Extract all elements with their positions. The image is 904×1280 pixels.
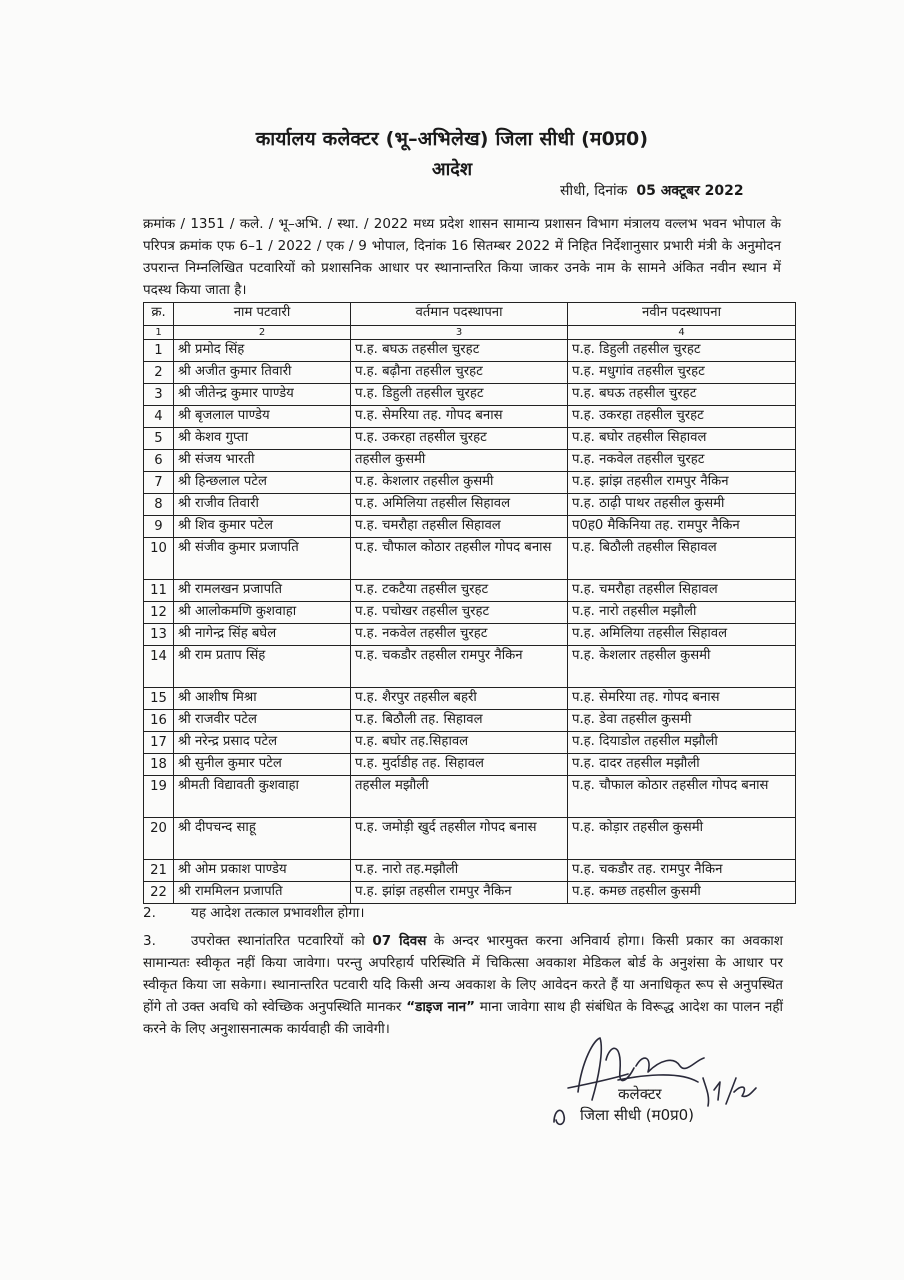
- row-name: श्री जीतेन्द्र कुमार पाण्डेय: [174, 384, 351, 406]
- row-name: श्रीमती विद्यावती कुशवाहा: [174, 776, 351, 818]
- row-name: श्री नरेन्द्र प्रसाद पटेल: [174, 732, 351, 754]
- paragraph-2: [143, 902, 783, 924]
- col-number: 1: [144, 326, 174, 340]
- row-name: श्री आशीष मिश्रा: [174, 688, 351, 710]
- header-new-posting: नवीन पदस्थापना: [568, 303, 796, 326]
- row-sn: 5: [144, 428, 174, 450]
- paragraph-text: उपरोक्त स्थानांतरित पटवारियों को: [191, 933, 373, 949]
- table-row: [144, 538, 796, 580]
- header-current-posting: वर्तमान पदस्थापना: [351, 303, 568, 326]
- dies-non-term: “डाइज नान”: [406, 999, 475, 1015]
- relief-deadline: 07 दिवस: [372, 933, 427, 949]
- paragraph-number: 3.: [143, 933, 156, 949]
- table-row: [144, 450, 796, 472]
- row-new-posting: प.ह. चकडौर तह. रामपुर नैकिन: [568, 860, 796, 882]
- row-current-posting: तहसील मझौली: [351, 776, 568, 818]
- row-current-posting: तहसील कुसमी: [351, 450, 568, 472]
- row-current-posting: प.ह. सेमरिया तह. गोपद बनास: [351, 406, 568, 428]
- row-new-posting: प0ह0 मैकिनिया तह. रामपुर नैकिन: [568, 516, 796, 538]
- row-sn: 10: [144, 538, 174, 580]
- row-current-posting: प.ह. बघोर तह.सिहावल: [351, 732, 568, 754]
- row-sn: 15: [144, 688, 174, 710]
- row-new-posting: प.ह. केशलार तहसील कुसमी: [568, 646, 796, 688]
- row-new-posting: प.ह. बघोर तहसील सिहावल: [568, 428, 796, 450]
- row-sn: 9: [144, 516, 174, 538]
- table-row: [144, 340, 796, 362]
- header-sn: क्र.: [144, 303, 174, 326]
- table-row: [144, 688, 796, 710]
- table-row: [144, 428, 796, 450]
- row-new-posting: प.ह. उकरहा तहसील चुरहट: [568, 406, 796, 428]
- row-sn: 18: [144, 754, 174, 776]
- row-name: श्री बृजलाल पाण्डेय: [174, 406, 351, 428]
- dateline: [560, 181, 744, 200]
- row-name: श्री सुनील कुमार पटेल: [174, 754, 351, 776]
- row-sn: 8: [144, 494, 174, 516]
- paragraph-number: 2.: [143, 905, 156, 921]
- row-current-posting: प.ह. चकडौर तहसील रामपुर नैकिन: [351, 646, 568, 688]
- table-row: [144, 362, 796, 384]
- column-number-row: [144, 326, 796, 340]
- table-row: [144, 494, 796, 516]
- row-new-posting: प.ह. मधुगांव तहसील चुरहट: [568, 362, 796, 384]
- row-sn: 12: [144, 602, 174, 624]
- row-sn: 21: [144, 860, 174, 882]
- table-row: [144, 754, 796, 776]
- row-new-posting: प.ह. बिठौली तहसील सिहावल: [568, 538, 796, 580]
- row-name: श्री रामलखन प्रजापति: [174, 580, 351, 602]
- paragraph-3: [143, 930, 783, 1040]
- row-sn: 4: [144, 406, 174, 428]
- table-header-row: [144, 303, 796, 326]
- table-row: [144, 406, 796, 428]
- row-sn: 16: [144, 710, 174, 732]
- table-row: [144, 710, 796, 732]
- row-new-posting: प.ह. बघऊ तहसील चुरहट: [568, 384, 796, 406]
- header-name: नाम पटवारी: [174, 303, 351, 326]
- row-sn: 22: [144, 882, 174, 904]
- row-sn: 20: [144, 818, 174, 860]
- row-sn: 19: [144, 776, 174, 818]
- row-new-posting: प.ह. डेवा तहसील कुसमी: [568, 710, 796, 732]
- table-row: [144, 384, 796, 406]
- date-value: 05 अक्टूबर 2022: [636, 183, 744, 199]
- row-current-posting: प.ह. झांझ तहसील रामपुर नैकिन: [351, 882, 568, 904]
- row-new-posting: प.ह. कमछ तहसील कुसमी: [568, 882, 796, 904]
- row-sn: 1: [144, 340, 174, 362]
- col-number: 3: [351, 326, 568, 340]
- office-title: कार्यालय कलेक्टर (भू–अभिलेख) जिला सीधी (म0प्र0): [255, 128, 649, 150]
- order-heading: आदेश: [431, 159, 473, 180]
- row-sn: 17: [144, 732, 174, 754]
- row-current-posting: प.ह. मुर्दाडीह तह. सिहावल: [351, 754, 568, 776]
- row-name: श्री संजय भारती: [174, 450, 351, 472]
- row-name: श्री ओम प्रकाश पाण्डेय: [174, 860, 351, 882]
- row-current-posting: प.ह. बढ़ौना तहसील चुरहट: [351, 362, 568, 384]
- row-name: श्री केशव गुप्ता: [174, 428, 351, 450]
- table-row: [144, 646, 796, 688]
- table-body: [144, 340, 796, 904]
- table-row: [144, 882, 796, 904]
- table-row: [144, 624, 796, 646]
- row-current-posting: प.ह. बघऊ तहसील चुरहट: [351, 340, 568, 362]
- signatory-office: जिला सीधी (म0प्र0): [580, 1106, 695, 1124]
- col-number: 2: [174, 326, 351, 340]
- table-row: [144, 818, 796, 860]
- row-name: श्री राममिलन प्रजापति: [174, 882, 351, 904]
- row-new-posting: प.ह. चमरौहा तहसील सिहावल: [568, 580, 796, 602]
- row-name: श्री राम प्रताप सिंह: [174, 646, 351, 688]
- row-current-posting: प.ह. डिहुली तहसील चुरहट: [351, 384, 568, 406]
- row-name: श्री आलोकमणि कुशवाहा: [174, 602, 351, 624]
- row-sn: 3: [144, 384, 174, 406]
- row-current-posting: प.ह. नारो तह.मझौली: [351, 860, 568, 882]
- row-name: श्री राजीव तिवारी: [174, 494, 351, 516]
- row-current-posting: प.ह. उकरहा तहसील चुरहट: [351, 428, 568, 450]
- date-prefix: सीधी, दिनांक: [560, 183, 628, 199]
- row-name: श्री शिव कुमार पटेल: [174, 516, 351, 538]
- table-row: [144, 732, 796, 754]
- row-name: श्री संजीव कुमार प्रजापति: [174, 538, 351, 580]
- row-name: श्री अजीत कुमार तिवारी: [174, 362, 351, 384]
- row-new-posting: प.ह. चौफाल कोठार तहसील गोपद बनास: [568, 776, 796, 818]
- row-current-posting: प.ह. पचोखर तहसील चुरहट: [351, 602, 568, 624]
- row-current-posting: प.ह. जमोड़ी खुर्द तहसील गोपद बनास: [351, 818, 568, 860]
- row-new-posting: प.ह. नकवेल तहसील चुरहट: [568, 450, 796, 472]
- row-new-posting: प.ह. कोड़ार तहसील कुसमी: [568, 818, 796, 860]
- intro-paragraph: क्रमांक / 1351 / कले. / भू–अभि. / स्था. / 2022 मध्य प्रदेश शासन सामान्य प्रशासन विभाग मंत्रालय वल्लभ भवन भोपाल के परिपत्र क्रमांक एफ 6–1 / 2022 / एक / 9 भोपाल, दिनांक 16 सितम्बर 2022 में निहित निर्देशानुसार प्रभारी मंत्री के अनुमोदन उपरान्त निम्नलिखित पटवारियों को प्रशासनिक आधार पर स्थानान्तरित किया जाकर उनके नाम के सामने अंकित नवीन स्थान में पदस्थ किया जाता है।: [143, 216, 781, 298]
- col-number: 4: [568, 326, 796, 340]
- paragraph-text: माना जावेगा साथ ही संबंधित के विरूद्ध आदेश का पालन नहीं करने के लिए अनुशासनात्मक कार्यवाही की जावेगी।: [143, 999, 784, 1037]
- table-row: [144, 602, 796, 624]
- row-sn: 2: [144, 362, 174, 384]
- row-new-posting: प.ह. सेमरिया तह. गोपद बनास: [568, 688, 796, 710]
- row-current-posting: प.ह. चौफाल कोठार तहसील गोपद बनास: [351, 538, 568, 580]
- row-new-posting: प.ह. झांझ तहसील रामपुर नैकिन: [568, 472, 796, 494]
- table-row: [144, 580, 796, 602]
- row-name: श्री हिन्छलाल पटेल: [174, 472, 351, 494]
- row-current-posting: प.ह. चमरौहा तहसील सिहावल: [351, 516, 568, 538]
- row-sn: 6: [144, 450, 174, 472]
- row-current-posting: प.ह. नकवेल तहसील चुरहट: [351, 624, 568, 646]
- row-new-posting: प.ह. अमिलिया तहसील सिहावल: [568, 624, 796, 646]
- table-row: [144, 860, 796, 882]
- row-new-posting: प.ह. दियाडोल तहसील मझौली: [568, 732, 796, 754]
- row-new-posting: प.ह. नारो तहसील मझौली: [568, 602, 796, 624]
- row-sn: 11: [144, 580, 174, 602]
- paragraph-text: यह आदेश तत्काल प्रभावशील होगा।: [191, 905, 365, 921]
- row-name: श्री दीपचन्द साहू: [174, 818, 351, 860]
- row-current-posting: प.ह. अमिलिया तहसील सिहावल: [351, 494, 568, 516]
- transfer-table: [143, 302, 796, 904]
- row-new-posting: प.ह. ठाढ़ी पाथर तहसील कुसमी: [568, 494, 796, 516]
- table-row: [144, 516, 796, 538]
- row-current-posting: प.ह. केशलार तहसील कुसमी: [351, 472, 568, 494]
- row-new-posting: प.ह. दादर तहसील मझौली: [568, 754, 796, 776]
- row-name: श्री प्रमोद सिंह: [174, 340, 351, 362]
- signatory-designation: कलेक्टर: [618, 1085, 662, 1103]
- paragraph-text: के अन्दर भारमुक्त करना अनिवार्य होगा। किसी प्रकार का अवकाश सामान्यतः स्वीकृत नहीं किया जावेगा। परन्तु अपरिहार्य परिस्थिति में चिकित्सा अवकाश मेडिकल बोर्ड के अनुशंसा के आधार पर स्वीकृत किया जा सकेगा। स्थानान्तरित पटवारी यदि किसी अन्य अवकाश के लिए आवेदन करते हैं या अनाधिकृत रूप से अनुपस्थित होंगे तो उक्त अवधि को स्वेच्छिक अनुपस्थिति मानकर: [143, 933, 783, 1015]
- row-sn: 7: [144, 472, 174, 494]
- row-name: श्री नागेन्द्र सिंह बघेल: [174, 624, 351, 646]
- row-current-posting: प.ह. बिठौली तह. सिहावल: [351, 710, 568, 732]
- row-sn: 13: [144, 624, 174, 646]
- table-row: [144, 776, 796, 818]
- table-row: [144, 472, 796, 494]
- row-current-posting: प.ह. टकटैया तहसील चुरहट: [351, 580, 568, 602]
- row-sn: 14: [144, 646, 174, 688]
- row-new-posting: प.ह. डिहुली तहसील चुरहट: [568, 340, 796, 362]
- row-current-posting: प.ह. शैरपुर तहसील बहरी: [351, 688, 568, 710]
- row-name: श्री राजवीर पटेल: [174, 710, 351, 732]
